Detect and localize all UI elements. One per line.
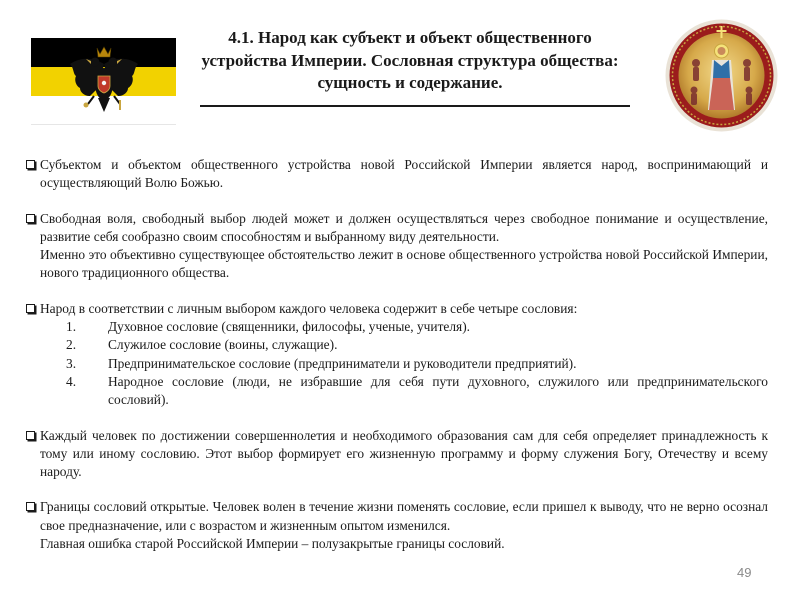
double-headed-eagle-icon <box>64 42 144 122</box>
imperial-flag-image <box>31 38 176 125</box>
religious-icon-image <box>664 18 779 133</box>
main-content <box>26 156 768 553</box>
list-item: 3. Предпринимательское сословие (предприниматели и руководители предприятий). <box>66 355 577 371</box>
paragraph-text: Народ в соответствии с личным выбором каждого человека содержит в себе четыре сословия: <box>40 300 578 316</box>
paragraph-open-borders-continued: Главная ошибка старой Российской Империи – полузакрытые границы сословий. <box>40 536 505 552</box>
checkbox-bullet-icon <box>26 300 40 318</box>
paragraph-open-borders <box>26 498 768 535</box>
page-number: 49 <box>737 565 752 580</box>
list-item: 4. Народное сословие (люди, не избравшие для себя пути духовного, служилого или предпринимательского сословий). <box>66 373 768 408</box>
paragraph-text: Свободная воля, свободный выбор людей может и должен осуществляться через свободное понимание и осуществление, развитие себя сообразно своим способностям и выбранному виду деятельности. <box>40 210 768 244</box>
paragraph-free-will <box>26 210 768 247</box>
paragraph-free-will-continued: Именно это объективно существующее обстоятельство лежит в основе общественного устройства новой Российской Империи, нового традиционного общества. <box>40 247 768 281</box>
paragraph-text: Границы сословий открытые. Человек волен в течение жизни поменять сословие, если пришел к выводу, что не верно осознал свое предназначение, или с возрастом и жизненным опытом изменился. <box>40 499 768 533</box>
list-item: 2. Служилое сословие (воины, служащие). <box>66 337 338 353</box>
checkbox-bullet-icon <box>26 156 40 174</box>
paragraph-text: Каждый человек по достижении совершеннолетия и необходимого образования сам для себя определяет принадлежность к тому или иному сословию. Этот выбор формирует его жизненную программу и форму служения Богу, Отечеству и всему народу. <box>40 427 768 480</box>
list-item: 1. Духовное сословие (священники, философы, ученые, учителя). <box>66 319 471 335</box>
checkbox-bullet-icon <box>26 498 40 516</box>
estates-list <box>26 318 768 409</box>
paragraph-estate-choice <box>26 427 768 482</box>
checkbox-bullet-icon <box>26 427 40 445</box>
checkbox-bullet-icon <box>26 210 40 228</box>
paragraph-subject <box>26 156 768 193</box>
title-underline <box>200 105 630 107</box>
paragraph-text: Субъектом и объектом общественного устройства новой Российской Империи является народ, воспринимающий и осуществляющий Волю Божью. <box>40 157 768 191</box>
page-title: 4.1. Народ как субъект и объект общественного устройства Империи. Сословная структура общества: сущность и содержание. <box>201 28 619 92</box>
paragraph-estates-intro <box>26 300 768 318</box>
